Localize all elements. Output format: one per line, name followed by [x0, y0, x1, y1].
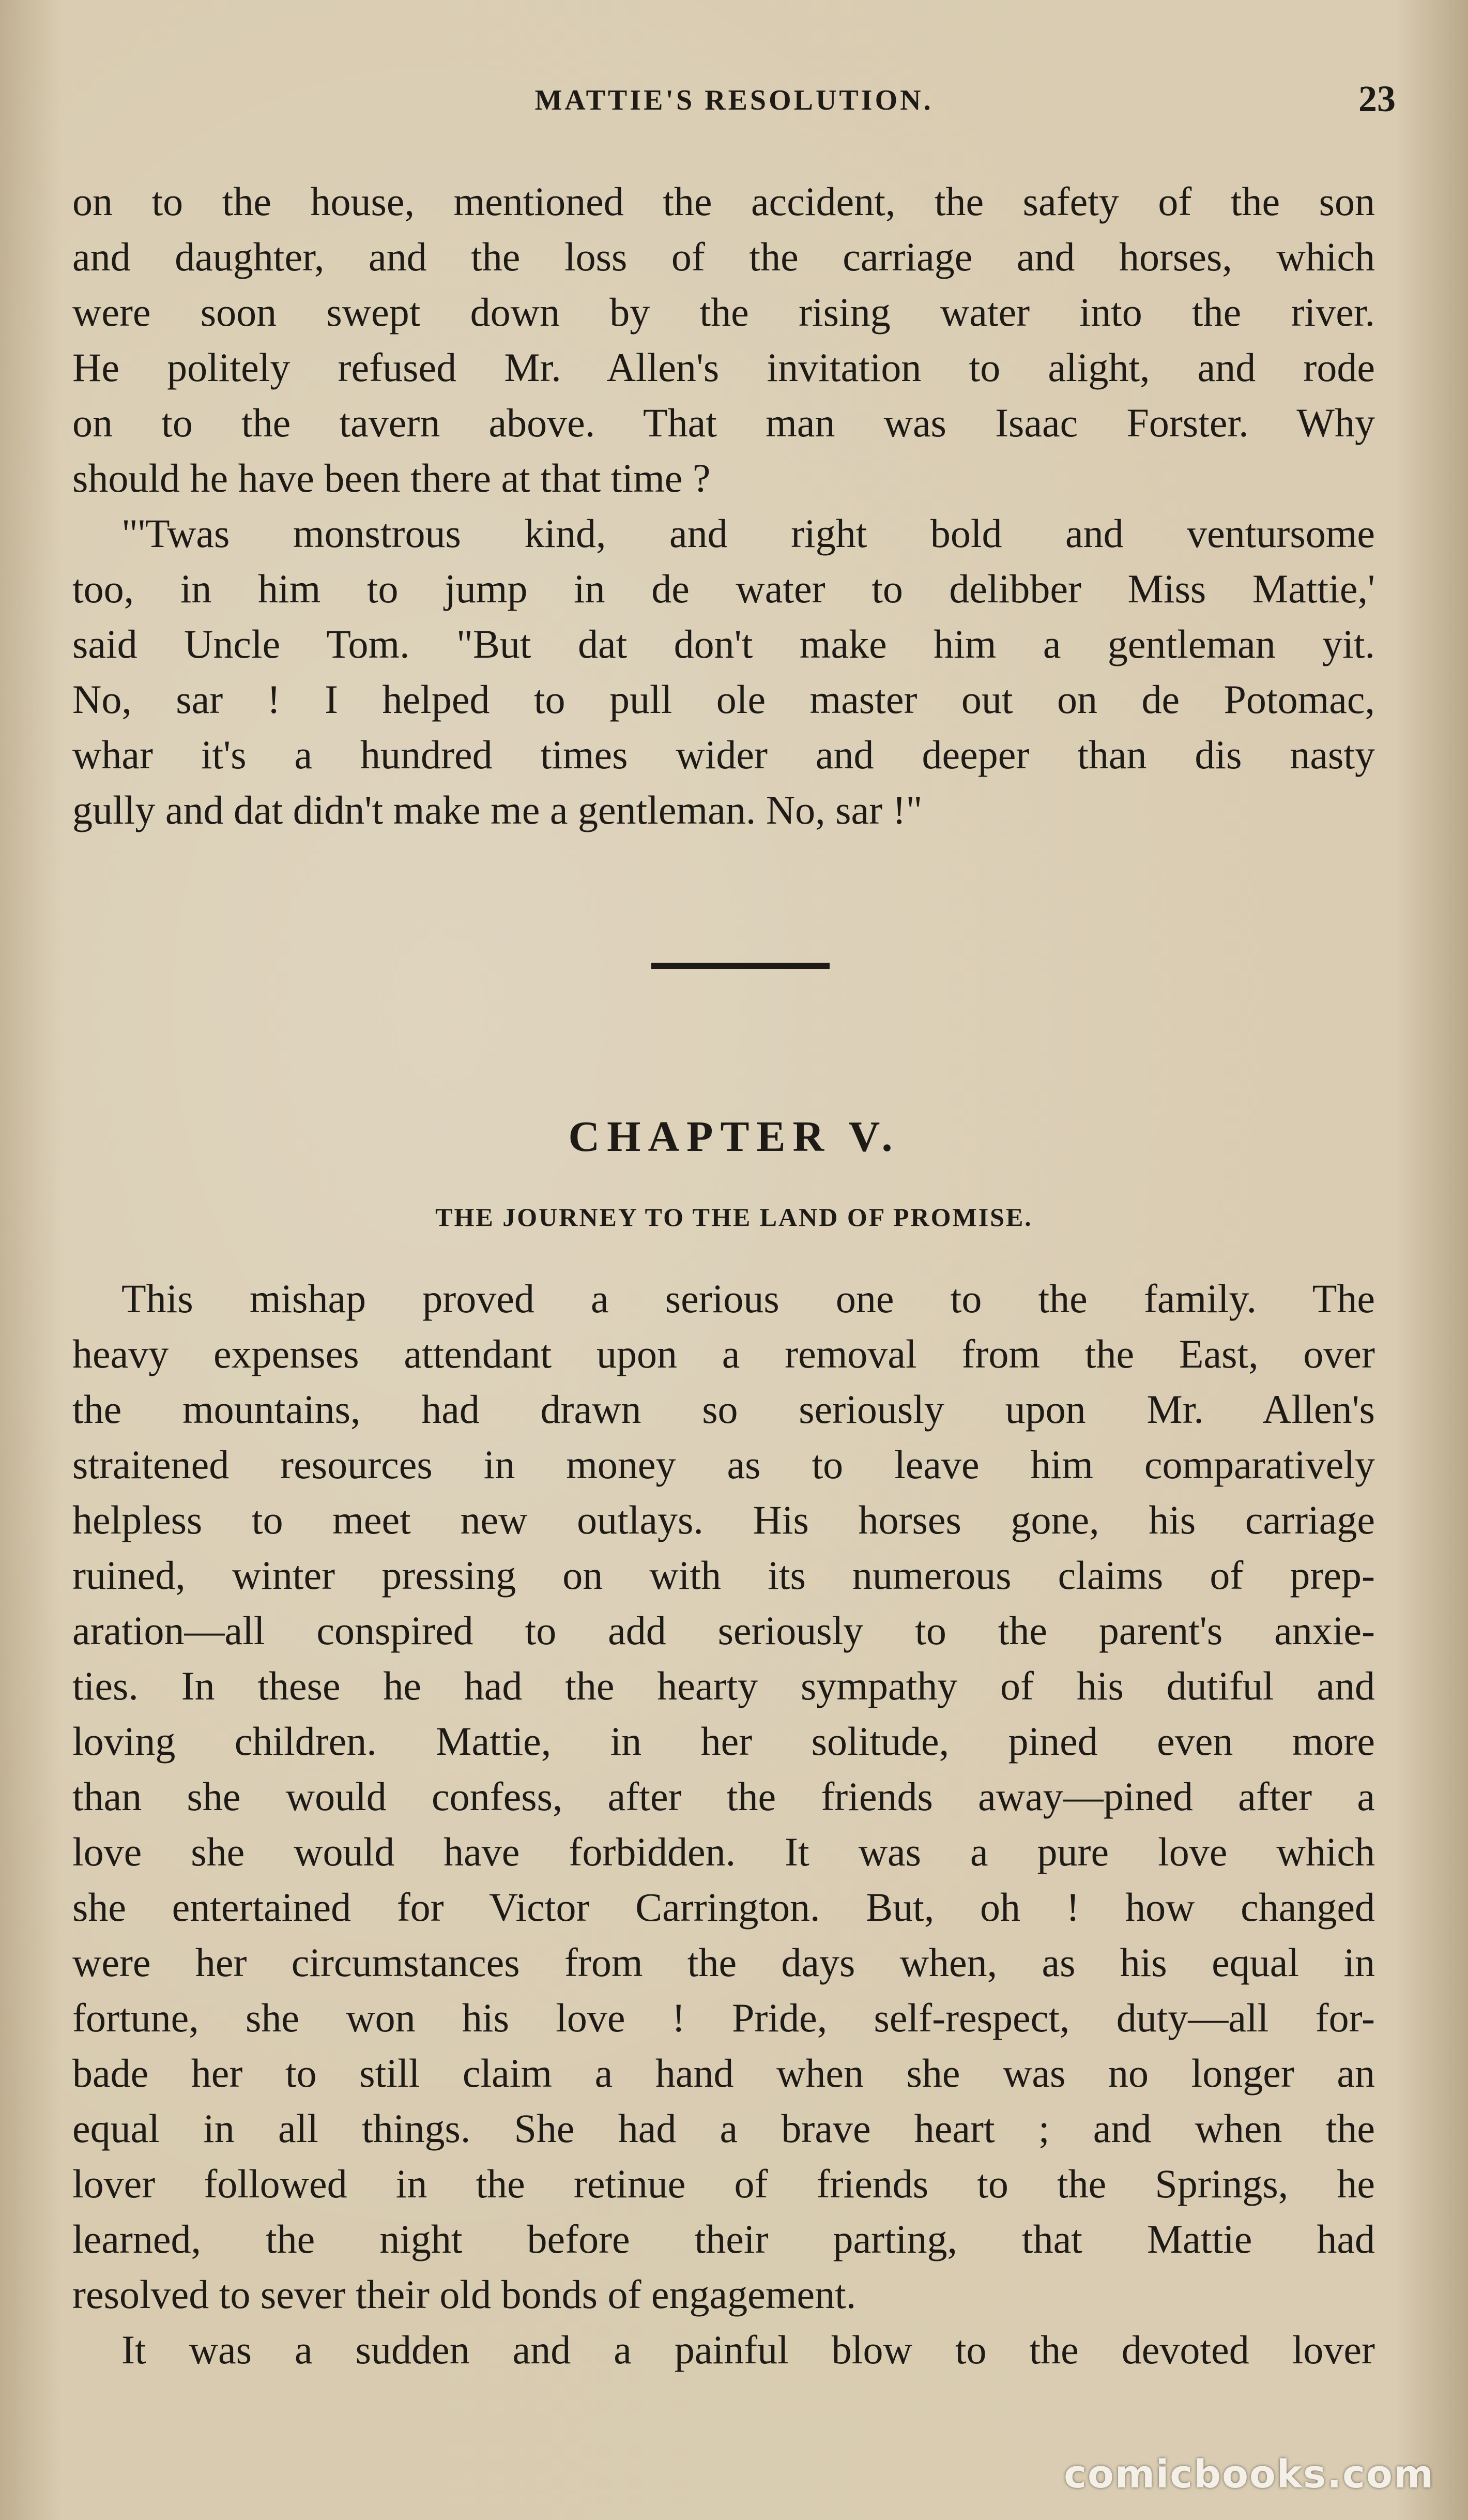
text-line: too, in him to jump in de water to delibber Miss Mattie,': [72, 566, 1375, 611]
text-line: were her circumstances from the days when, as his equal in: [72, 1940, 1375, 1985]
text-line: straitened resources in money as to leave him comparatively: [72, 1442, 1375, 1487]
text-line: said Uncle Tom. "But dat don't make him a gentleman yit.: [72, 621, 1375, 666]
text-line: than she would confess, after the friends away—pined after a: [72, 1774, 1375, 1819]
text-line: learned, the night before their parting, that Mattie had: [72, 2217, 1375, 2261]
text-line: and daughter, and the loss of the carriage and horses, which: [72, 234, 1375, 279]
page-number: 23: [1358, 78, 1396, 119]
text-line: whar it's a hundred times wider and deeper than dis nasty: [72, 732, 1375, 777]
top-paragraph-block: [72, 174, 1375, 838]
text-line: loving children. Mattie, in her solitude, pined even more: [72, 1719, 1375, 1764]
text-line: helpless to meet new outlays. His horses gone, his carriage: [72, 1497, 1375, 1542]
section-divider-rule: [651, 963, 830, 969]
text-line: This mishap proved a serious one to the family. The: [121, 1276, 1375, 1321]
text-line: ruined, winter pressing on with its numerous claims of prep-: [72, 1553, 1375, 1598]
watermark: comicbooks.com: [1064, 2452, 1434, 2497]
text-line: love she would have forbidden. It was a pure love which: [72, 1829, 1375, 1874]
text-line: on to the house, mentioned the accident, the safety of the son: [72, 179, 1375, 224]
text-line: It was a sudden and a painful blow to the devoted lover: [121, 2327, 1375, 2372]
text-line: He politely refused Mr. Allen's invitation to alight, and rode: [72, 345, 1375, 390]
text-line: heavy expenses attendant upon a removal from the East, over: [72, 1331, 1375, 1376]
text-line: lover followed in the retinue of friends to the Springs, he: [72, 2161, 1375, 2206]
text-line: bade her to still claim a hand when she was no longer an: [72, 2051, 1375, 2096]
text-line: the mountains, had drawn so seriously upon Mr. Allen's: [72, 1387, 1375, 1432]
text-line: she entertained for Victor Carrington. But, oh ! how changed: [72, 1885, 1375, 1930]
running-header: [72, 78, 1396, 124]
text-line: No, sar ! I helped to pull ole master out on de Potomac,: [72, 677, 1375, 722]
text-line: fortune, she won his love ! Pride, self-respect, duty—all for-: [72, 1995, 1375, 2040]
running-title: MATTIE'S RESOLUTION.: [534, 84, 934, 116]
text-line: on to the tavern above. That man was Isaac Forster. Why: [72, 400, 1375, 445]
chapter-body: [72, 1271, 1375, 2377]
text-line: "'Twas monstrous kind, and right bold and ventursome: [121, 511, 1375, 556]
text-line: ties. In these he had the hearty sympathy of his dutiful and: [72, 1663, 1375, 1708]
text-line: were soon swept down by the rising water into the river.: [72, 290, 1375, 335]
text-line: equal in all things. She had a brave heart ; and when the: [72, 2106, 1375, 2151]
text-line: gully and dat didn't make me a gentleman. No, sar !": [72, 787, 923, 832]
text-line: aration—all conspired to add seriously to the parent's anxie-: [72, 1608, 1375, 1653]
text-line: resolved to sever their old bonds of engagement.: [72, 2272, 857, 2317]
text-line: should he have been there at that time ?: [72, 456, 711, 500]
chapter-subtitle: THE JOURNEY TO THE LAND OF PROMISE.: [435, 1203, 1033, 1232]
chapter-title: CHAPTER V.: [568, 1113, 900, 1161]
